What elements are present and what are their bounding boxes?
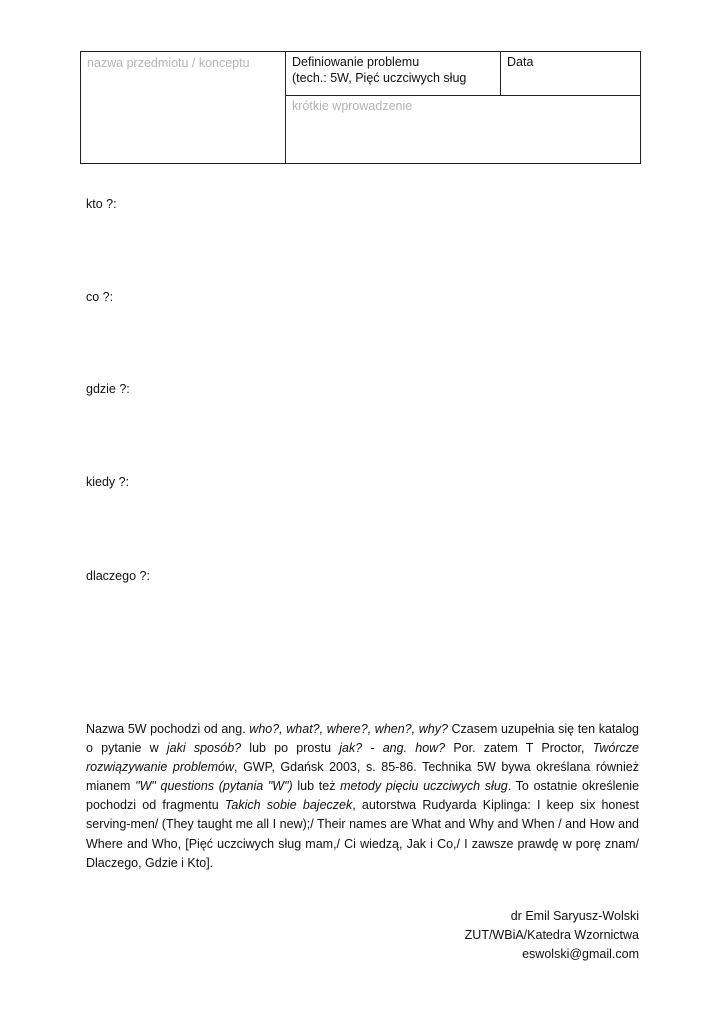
text-run: Nazwa 5W pochodzi od ang.	[86, 722, 250, 736]
subject-field[interactable]: nazwa przedmiotu / konceptu	[87, 56, 250, 70]
header-table	[80, 51, 641, 164]
italic-run: "W" questions (pytania "W")	[135, 779, 293, 794]
text-run: lub też	[292, 779, 341, 794]
table-divider	[285, 95, 640, 96]
italic-run: who?, what?, where?, when?, why?	[249, 722, 448, 736]
text-run: Por. zatem T Proctor,	[445, 741, 593, 756]
title-subline: (tech.: 5W, Pięć uczciwych sług	[292, 71, 467, 85]
italic-run: metody pięciu uczciwych sług	[340, 779, 508, 794]
italic-run: jaki sposób?	[166, 741, 242, 756]
question-when: kiedy ?:	[86, 475, 130, 489]
text-run: . To ostatnie określenie pochodzi od fragmentu	[86, 779, 640, 813]
table-divider	[500, 52, 501, 95]
description-paragraph	[86, 720, 639, 873]
question-who: kto ?:	[86, 197, 117, 211]
intro-field[interactable]: krótkie wprowadzenie	[292, 99, 413, 113]
title-cell	[292, 54, 492, 86]
question-what: co ?:	[86, 290, 114, 304]
date-field[interactable]: Data	[507, 55, 534, 69]
italic-run: Takich sobie bajeczek	[224, 798, 353, 813]
author-name: dr Emil Saryusz-Wolski	[510, 909, 639, 923]
author-affiliation: ZUT/WBiA/Katedra Wzornictwa	[464, 928, 639, 942]
italic-run: Twórcze rozwiązywanie problemów	[86, 741, 639, 775]
text-run: , autorstwa Rudyarda Kiplinga: I keep six honest serving-men/ (They taught me all I new);/ Their names are What and Why and When / and How and Where and Who, [Pięć uczciwych sług mam,/ Ci wiedzą, Jak i Co,/ I zawsze prawdę w porę znam/ Dlaczego, Gdzie i Kto].	[86, 798, 639, 870]
text-run: , GWP, Gdańsk 2003, s. 85-86. Technika 5W bywa określana również mianem	[86, 760, 639, 794]
text-run: lub po prostu	[241, 741, 340, 756]
italic-run: jak? - ang. how?	[339, 741, 446, 756]
question-why: dlaczego ?:	[86, 569, 150, 583]
question-where: gdzie ?:	[86, 382, 130, 396]
author-email[interactable]: eswolski@gmail.com	[522, 947, 639, 961]
table-divider	[285, 52, 286, 163]
text-run: Czasem uzupełnia się ten katalog o pytanie w	[86, 722, 639, 756]
title-line: Definiowanie problemu	[292, 55, 420, 69]
